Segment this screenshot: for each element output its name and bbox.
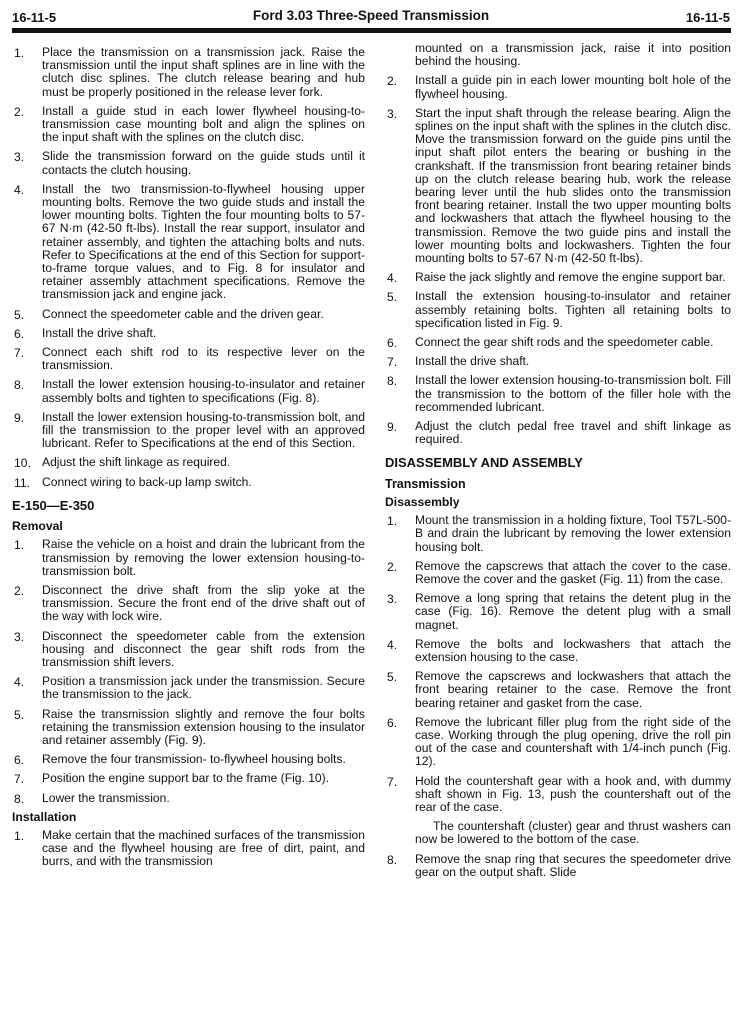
- list-item: 4. Remove the bolts and lockwashers that attach the extension housing to the case.: [387, 636, 731, 664]
- disassembly-heading: Disassembly: [385, 494, 460, 509]
- list-item: 2. Disconnect the drive shaft from the slip yoke at the transmission. Secure the front end of the drive shaft out of the way with lock wire.: [14, 582, 365, 624]
- section-heading-disassembly: DISASSEMBLY AND ASSEMBLY: [385, 455, 583, 471]
- list-item: 9. Install the lower extension housing-to-transmission bolt, and fill the transmission to the proper level with an approved lubricant. Refer to Specifications at the end of this Section.: [14, 409, 365, 451]
- list-item: 6. Remove the lubricant filler plug from the right side of the case. Working through the plug opening, drive the roll pin out of the case and countershaft with 1/4-inch punch (Fig. 12).: [387, 714, 731, 769]
- installation-heading: Installation: [12, 809, 77, 824]
- continued-paragraph: mounted on a transmission jack, raise it into position behind the housing.: [415, 41, 731, 69]
- list-item: 4. Install the two transmission-to-flywheel housing upper mounting bolts. Remove the two guide studs and install the lower mounting bolts. Tighten the four mounting bolts to 57-67 N·m (42-50 ft-lbs). Install the rear support, insulator and retainer assembly, and tighten the attaching bolts and nuts. Refer to Specifications at the end of this Section for support-to-frame torque values, and to Fig. 8 for insulator and retainer assembly attachment specifications. Remove the transmission jack and engine jack.: [14, 181, 365, 302]
- list-item: 5. Remove the capscrews and lockwashers that attach the front bearing retainer to the case. Remove the front bearing retainer and gasket from the case.: [387, 669, 731, 710]
- transmission-heading: Transmission: [385, 476, 466, 491]
- list-item: 3. Slide the transmission forward on the guide studs until it contacts the clutch housing.: [14, 149, 365, 177]
- list-item: 1. Mount the transmission in a holding fixture, Tool T57L-500-B and drain the lubricant by removing the lower extension housing bolt.: [387, 513, 731, 554]
- list-item: 8. Install the lower extension housing-to-transmission bolt. Fill the transmission to the bottom of the filler hole with the recommended lubricant.: [387, 373, 731, 414]
- removal-steps: [12, 538, 365, 804]
- removal-heading: Removal: [12, 519, 63, 534]
- list-item: 5. Raise the transmission slightly and remove the four bolts retaining the transmission extension housing to the insulator and retainer assembly (Fig. 9).: [14, 706, 365, 747]
- installation-steps-continued: [12, 46, 365, 489]
- note-paragraph: The countershaft (cluster) gear and thrust washers can now be lowered to the bottom of the case.: [415, 819, 731, 847]
- list-item: 8. Install the lower extension housing-to-insulator and retainer assembly bolts and tighten to specifications (Fig. 8).: [14, 377, 365, 405]
- list-item: 1. Raise the vehicle on a hoist and drain the lubricant from the transmission by removing the lower extension housing-to-transmission bolt.: [14, 537, 365, 578]
- list-item: 1. Place the transmission on a transmission jack. Raise the transmission until the input shaft splines are in line with the clutch disc splines. The clutch release bearing and hub must be properly positioned in the release lever fork.: [14, 45, 365, 99]
- list-item: 6. Connect the gear shift rods and the speedometer cable.: [387, 335, 714, 351]
- list-item: 4. Position a transmission jack under the transmission. Secure the transmission to the jack.: [14, 674, 365, 702]
- list-item: 11. Connect wiring to back-up lamp switch.: [14, 474, 252, 490]
- list-item: 2. Remove the capscrews that attach the cover to the case. Remove the cover and the gasket (Fig. 11) from the case.: [387, 558, 731, 586]
- list-item: 7. Install the drive shaft.: [387, 354, 530, 370]
- left-column: [12, 46, 365, 875]
- installation-steps: [12, 829, 365, 869]
- list-item: 10. Adjust the shift linkage as required.: [14, 455, 231, 471]
- list-item: 8. Lower the transmission.: [14, 790, 170, 806]
- list-item: 8. Remove the snap ring that secures the speedometer drive gear on the output shaft. Slide: [387, 851, 731, 879]
- list-item: 4. Raise the jack slightly and remove the engine support bar.: [387, 270, 726, 286]
- page-title: Ford 3.03 Three-Speed Transmission: [252, 8, 490, 23]
- header-rule: [12, 28, 731, 33]
- list-item: 2. Install a guide stud in each lower flywheel housing-to-transmission case mounting bolt and align the splines on the input shaft with the splines on the clutch disc.: [14, 103, 365, 145]
- page-number-right: 16-11-5: [685, 10, 730, 25]
- list-item: 5. Connect the speedometer cable and the driven gear.: [14, 306, 324, 322]
- list-item: 9. Adjust the clutch pedal free travel and shift linkage as required.: [387, 419, 731, 447]
- list-item: 7. Connect each shift rod to its respective lever on the transmission.: [14, 345, 365, 373]
- list-item: 6. Install the drive shaft.: [14, 325, 157, 341]
- disassembly-steps: [385, 514, 731, 814]
- list-item: 7. Position the engine support bar to the frame (Fig. 10).: [14, 771, 330, 787]
- disassembly-steps-continued: [385, 853, 731, 879]
- right-column: [385, 42, 731, 885]
- list-item: 3. Remove a long spring that retains the detent plug in the case (Fig. 16). Remove the detent plug with a small magnet.: [387, 591, 731, 632]
- list-item: 1. Make certain that the machined surfaces of the transmission case and the flywheel housing are free of dirt, paint, and burrs, and with the transmission: [14, 827, 365, 869]
- list-item: 3. Start the input shaft through the release bearing. Align the splines on the input shaft with the splines in the clutch disc. Move the transmission forward on the guide pins until the input shaft pilot enters the bearing or bushing in the crankshaft. If the transmission front bearing retainer binds up on the clutch release bearing hub, work the release bearing lever until the hub slides onto the transmission front bearing retainer. Install the two upper mounting bolts and lockwashers that attach the flywheel housing to the transmission. Remove the two guide pins and install the lower mounting bolts and lockwashers. Tighten the four mounting bolts to 57-67 N·m (42-50 ft-lbs).: [387, 105, 731, 266]
- list-item: 3. Disconnect the speedometer cable from the extension housing and disconnect the gear shift rods from the transmission shift levers.: [14, 628, 365, 669]
- page-number-left: 16-11-5: [12, 10, 57, 25]
- list-item: 7. Hold the countershaft gear with a hook and, with dummy shaft shown in Fig. 13, push the countershaft out of the rear of the case.: [387, 773, 731, 814]
- list-item: 2. Install a guide pin in each lower mounting bolt hole of the flywheel housing.: [387, 73, 731, 101]
- list-item: 5. Install the extension housing-to-insulator and retainer assembly retaining bolts. Tighten all retaining bolts to specification listed in Fig. 9.: [387, 289, 731, 330]
- section-heading-e150: E-150—E-350: [12, 497, 95, 513]
- list-item: 6. Remove the four transmission- to-flywheel housing bolts.: [14, 752, 346, 768]
- installation-steps-right: [385, 74, 731, 446]
- page-header: [12, 8, 730, 28]
